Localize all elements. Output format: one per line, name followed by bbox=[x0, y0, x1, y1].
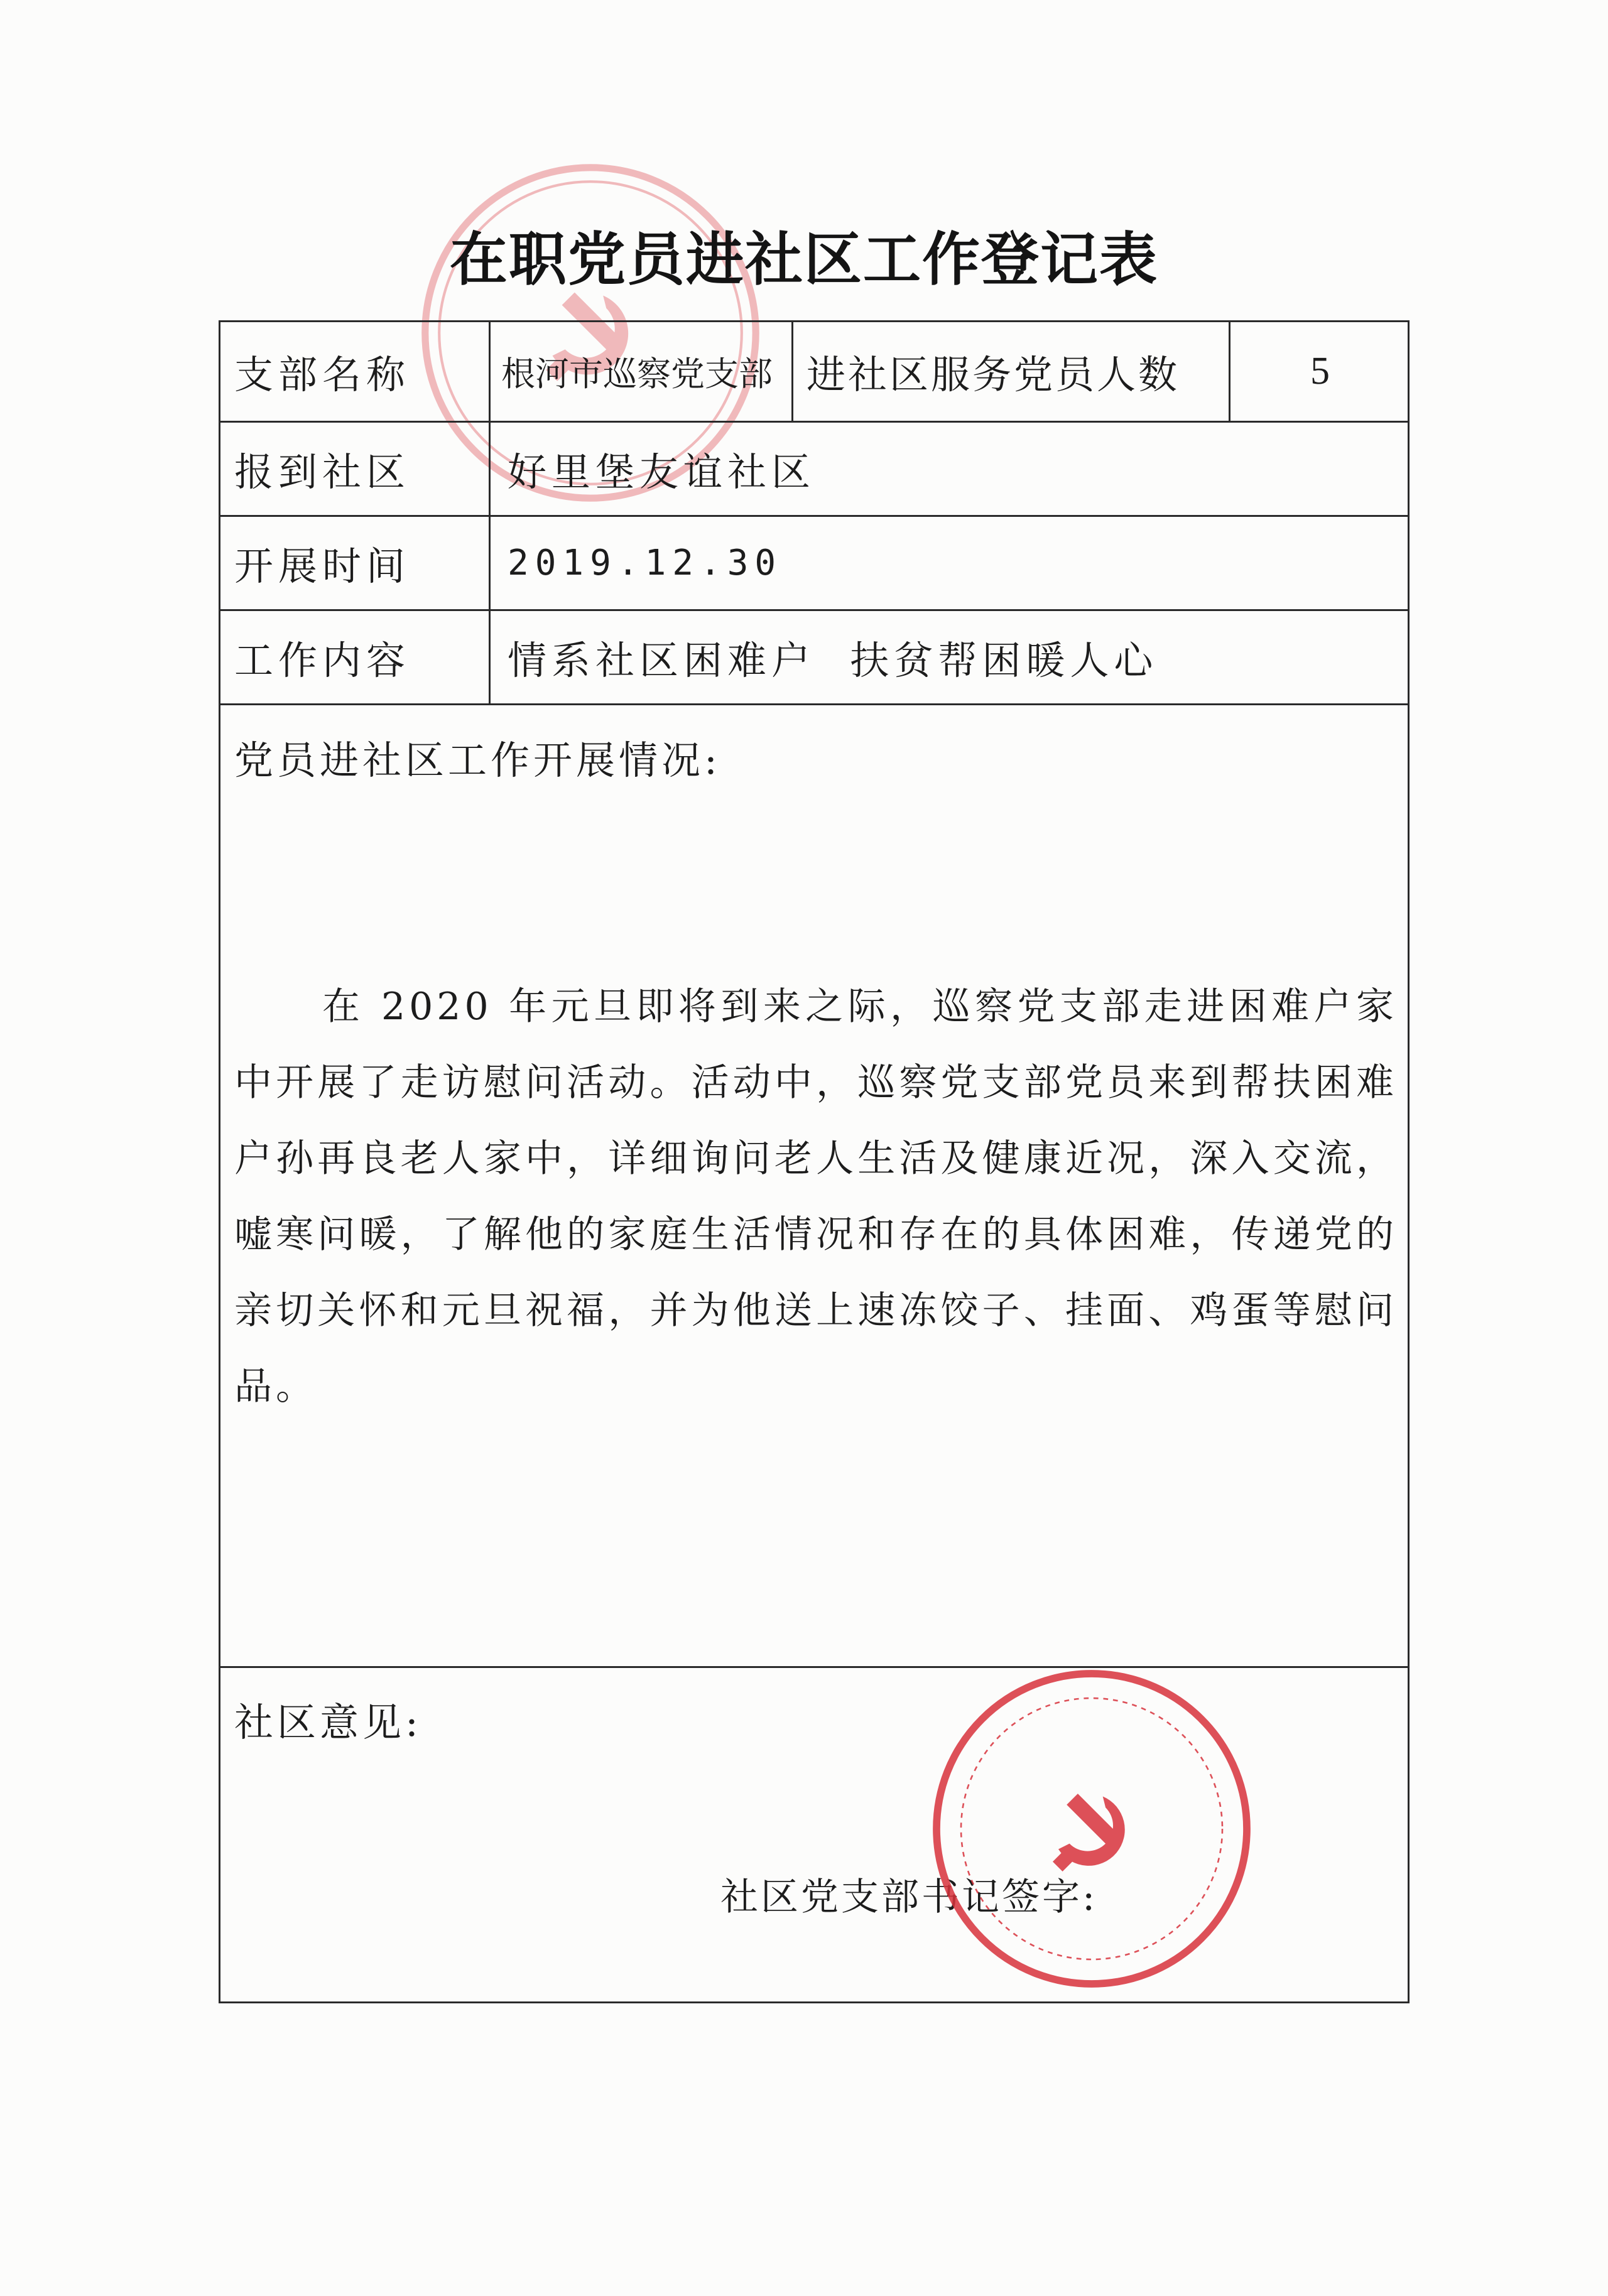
time-value: 2019.12.30 bbox=[508, 543, 783, 583]
registration-form bbox=[219, 320, 1410, 2003]
signature-label: 社区党支部书记签字: bbox=[720, 1875, 1098, 1919]
content-label: 工作内容 bbox=[234, 637, 411, 683]
members-count-value: 5 bbox=[1310, 350, 1330, 393]
community-label: 报到社区 bbox=[234, 449, 411, 495]
content-value: 情系社区困难户 扶贫帮困暖人心 bbox=[508, 637, 1158, 683]
progress-label: 党员进社区工作开展情况: bbox=[234, 737, 721, 783]
progress-text: 在 2020 年元旦即将到来之际，巡察党支部走进困难户家中开展了走访慰问活动。活动中，巡察党支部党员来到帮扶困难户孙再良老人家中，详细询问老人生活及健康近况，深入交流，嘘寒问暖，了解他的家庭生活情况和存在的具体困难，传递党的亲切关怀和元旦祝福，并为他送上速冻饺子、挂面、鸡蛋等慰问品。 bbox=[234, 985, 1398, 1409]
time-label: 开展时间 bbox=[234, 543, 411, 589]
row-divider bbox=[220, 1666, 1408, 1668]
opinion-label: 社区意见: bbox=[234, 1699, 422, 1745]
community-value: 好里堡友谊社区 bbox=[508, 449, 816, 495]
row-divider bbox=[220, 703, 1408, 705]
branch-name-value: 根河市巡察党支部 bbox=[501, 354, 773, 394]
column-divider bbox=[489, 322, 491, 703]
branch-name-label: 支部名称 bbox=[234, 352, 411, 398]
column-divider bbox=[791, 322, 793, 421]
page-title: 在职党员进社区工作登记表 bbox=[449, 225, 1158, 293]
members-count-label: 进社区服务党员人数 bbox=[807, 352, 1180, 398]
